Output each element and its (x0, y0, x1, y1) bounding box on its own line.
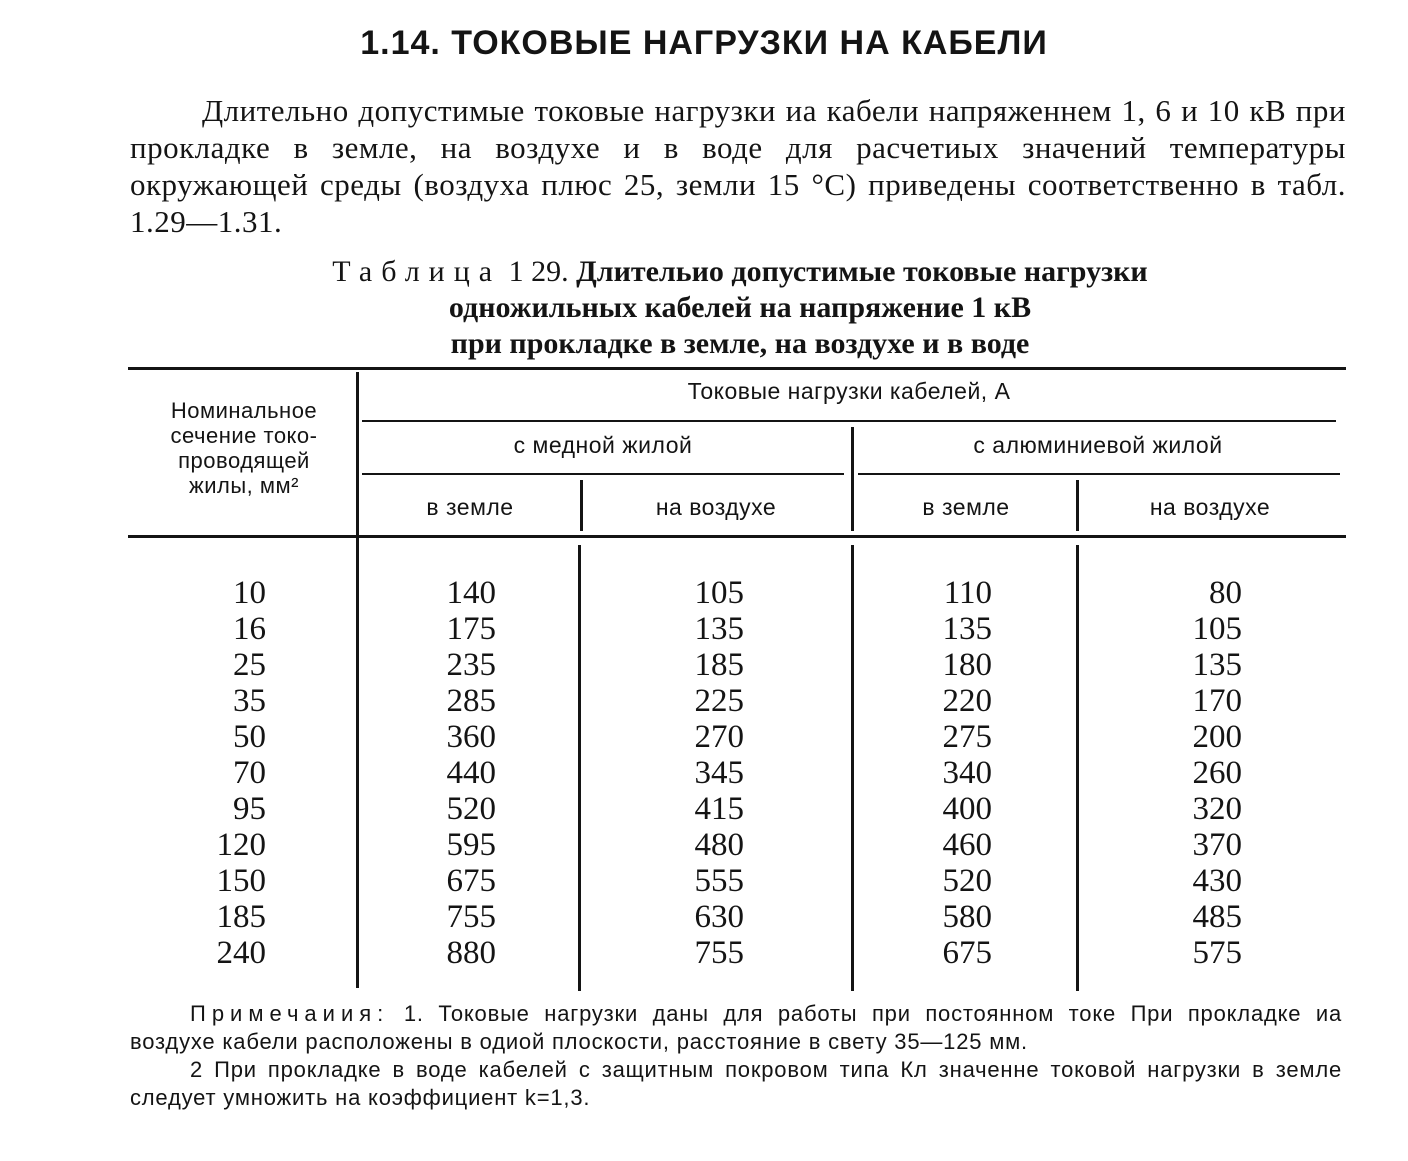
table-notes (130, 1000, 1342, 1112)
note-1 (130, 1000, 1342, 1056)
table-cell: 95 (233, 791, 266, 827)
table-cell: 675 (446, 863, 496, 899)
column-aluminum-air (1126, 575, 1242, 971)
table-cell: 80 (1209, 575, 1242, 611)
table-cell: 120 (216, 827, 266, 863)
subgroup-header-copper: с медной жилой (513, 432, 693, 458)
table-cell: 270 (694, 719, 744, 755)
table-cell: 185 (694, 647, 744, 683)
table-cell: 430 (1192, 863, 1242, 899)
col-divider-1-body (578, 545, 581, 991)
table-cell: 105 (1192, 611, 1242, 647)
table-cell: 50 (233, 719, 266, 755)
table-cell: 675 (942, 935, 992, 971)
col-header-copper-air: на воздухе (655, 494, 777, 520)
table-cell: 400 (942, 791, 992, 827)
notes-lead: Примечаиия: (190, 1001, 390, 1026)
col-header-aluminum-ground: в земле (922, 494, 1010, 520)
table-cell: 520 (942, 863, 992, 899)
column-cross-section (150, 575, 266, 971)
table-cell: 485 (1192, 899, 1242, 935)
table-cell: 240 (216, 935, 266, 971)
table-cell: 135 (942, 611, 992, 647)
table-caption-lead: Таблица (332, 255, 502, 288)
table-cell: 185 (216, 899, 266, 935)
note-2: 2 При прокладке в воде кабелей с защитным покровом типа Кл значенне токовой нагрузки в земле следует умножить на коэффициент k=1,3. (130, 1057, 1342, 1110)
table-number: 1 29. (508, 255, 569, 288)
col-divider-3-head (1076, 480, 1079, 531)
col-divider-1-head (580, 480, 583, 531)
table-caption-line-2: одножильных кабелей на напряжение 1 кВ (448, 291, 1032, 324)
table-cell: 275 (942, 719, 992, 755)
group-header-rule (362, 420, 1336, 422)
column-aluminum-ground (876, 575, 992, 971)
table-cell: 35 (233, 683, 266, 719)
table-cell: 150 (216, 863, 266, 899)
col-header-aluminum-air: на воздухе (1149, 494, 1271, 520)
table-cell: 415 (694, 791, 744, 827)
table-cell: 180 (942, 647, 992, 683)
note-1-text: 1. Токовые нагрузки даны для работы при постоянном токе При прокладке иа воздухе кабели расположены в одиой плоскости, расстояние в свету 35—125 мм. (130, 1001, 1342, 1054)
column-copper-air (628, 575, 744, 971)
table-cell: 755 (446, 899, 496, 935)
table-caption-title-1: Длительио допустимые токовые нагрузки (576, 255, 1148, 288)
table-cell: 370 (1192, 827, 1242, 863)
table-cell: 16 (233, 611, 266, 647)
table-header-rule (128, 535, 1346, 538)
table-cell: 555 (694, 863, 744, 899)
table-cell: 285 (446, 683, 496, 719)
table-cell: 630 (694, 899, 744, 935)
table-cell: 170 (1192, 683, 1242, 719)
table-cell: 360 (446, 719, 496, 755)
table-caption (0, 254, 1408, 362)
table-cell: 140 (446, 575, 496, 611)
subgroup-divider-head (851, 427, 854, 531)
aluminum-header-rule (858, 473, 1340, 475)
copper-header-rule (362, 473, 844, 475)
stub-header-line: Номинальное (170, 398, 318, 423)
table-cell: 235 (446, 647, 496, 683)
table-cell: 260 (1192, 755, 1242, 791)
table-cell: 10 (233, 575, 266, 611)
subgroup-header-aluminum: с алюминиевой жилой (973, 432, 1223, 458)
table-cell: 105 (694, 575, 744, 611)
table-cell: 110 (943, 575, 992, 611)
table-cell: 880 (446, 935, 496, 971)
table-cell: 225 (694, 683, 744, 719)
table-cell: 25 (233, 647, 266, 683)
stub-header-line: проводящей (178, 448, 310, 473)
section-title: 1.14. ТОКОВЫЕ НАГРУЗКИ НА КАБЕЛИ (360, 24, 1048, 62)
col-header-copper-ground: в земле (426, 494, 514, 520)
table-cell: 440 (446, 755, 496, 791)
table-cell: 70 (233, 755, 266, 791)
table-cell: 200 (1192, 719, 1242, 755)
table-cell: 175 (446, 611, 496, 647)
stub-header (128, 398, 360, 498)
stub-header-line: жилы, мм² (189, 473, 299, 498)
table-caption-line-3: при прокладке в земле, на воздухе и в воде (450, 327, 1030, 360)
table-cell: 345 (694, 755, 744, 791)
table-cell: 320 (1192, 791, 1242, 827)
stub-header-line: сечение токо- (170, 423, 318, 448)
table-cell: 580 (942, 899, 992, 935)
table-cell: 595 (446, 827, 496, 863)
column-copper-ground (380, 575, 496, 971)
table-cell: 460 (942, 827, 992, 863)
group-header: Токовые нагрузки кабелей, А (687, 378, 1011, 404)
intro-paragraph: Длительно допустимые токовые нагрузки иа кабели напряженнем 1, 6 и 10 кВ при прокладке в земле, на воздухе и в воде для расчетиых значений температуры окружающей среды (воздуха плюс 25, земли 15 °С) приведены соответственно в табл. 1.29—1.31. (130, 93, 1346, 239)
table-cell: 135 (1192, 647, 1242, 683)
table-top-rule (128, 367, 1346, 370)
col-divider-3-body (1076, 545, 1079, 991)
table-cell: 755 (694, 935, 744, 971)
table-cell: 520 (446, 791, 496, 827)
table-cell: 480 (694, 827, 744, 863)
table-cell: 340 (942, 755, 992, 791)
table-caption-line-1 (0, 254, 1408, 290)
subgroup-divider-body (851, 545, 854, 991)
table-cell: 135 (694, 611, 744, 647)
table-cell: 220 (942, 683, 992, 719)
table-cell: 575 (1192, 935, 1242, 971)
